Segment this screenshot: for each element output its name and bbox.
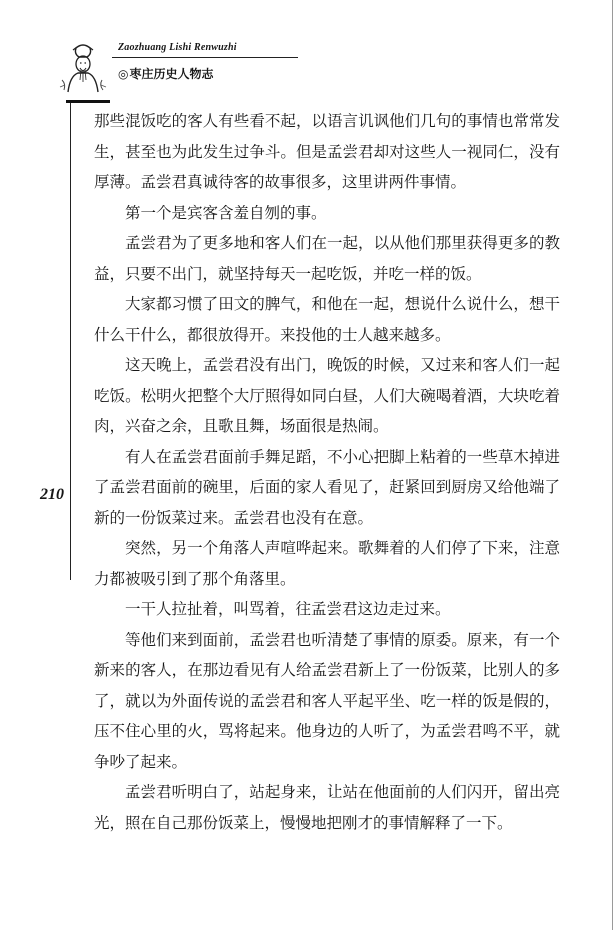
paragraph: 孟尝君听明白了，站起身来，让站在他面前的人们闪开，留出亮光，照在自己那份饭菜上，慢慢地把刚才的事情解释了一下。: [94, 783, 560, 832]
paragraph: 第一个是宾客含羞自刎的事。: [125, 203, 327, 222]
paragraph: 大家都习惯了田文的脾气，和他在一起，想说什么说什么，想干什么干什么，都很放得开。来投他的士人越来越多。: [94, 295, 560, 344]
paragraph: 孟尝君为了更多地和客人们在一起，以从他们那里获得更多的教益，只要不出门，就坚持每天一起吃饭，并吃一样的饭。: [94, 234, 560, 283]
header-bar: [66, 100, 110, 103]
series-title-chinese-text: 枣庄历史人物志: [129, 67, 214, 81]
paragraph: 有人在孟尝君面前手舞足蹈，不小心把脚上粘着的一些草木掉进了孟尝君面前的碗里，后面的家人看见了，赶紧回到厨房又给他端了新的一份饭菜过来。孟尝君也没有在意。: [94, 447, 560, 527]
paragraph: 等他们来到面前，孟尝君也听清楚了事情的原委。原来，有一个新来的客人，在那边看见有人给孟尝君新上了一份饭菜，比别人的多了，就以为外面传说的孟尝君和客人平起平坐、吃一样的饭是假的，压不住心里的火，骂将起来。他身边的人听了，为孟尝君鸣不平，就争吵了起来。: [94, 630, 560, 771]
paragraph: 这天晚上，孟尝君没有出门，晚饭的时候，又过来和客人们一起吃饭。松明火把整个大厅照得如同白昼，人们大碗喝着酒，大块吃着肉，兴奋之余，且歌且舞，场面很是热闹。: [94, 356, 560, 435]
page-number: 210: [40, 486, 64, 503]
paragraph: 一干人拉扯着，叫骂着，往孟尝君这边走过来。: [125, 600, 451, 618]
series-title-chinese: [118, 65, 214, 82]
bullseye-mark-icon: ◎: [118, 67, 129, 81]
margin-rule: [70, 103, 71, 580]
portrait-logo-icon: [56, 40, 110, 98]
header-rule: [112, 57, 298, 58]
paragraph: 突然，另一个角落人声喧哗起来。歌舞着的人们停了下来，注意力都被吸引到了那个角落里。: [94, 539, 560, 588]
series-title-english: Zaozhuang Lishi Renwuzhi: [118, 42, 237, 53]
paragraph: 那些混饭吃的客人有些看不起，以语言讥讽他们几句的事情也常常发生，甚至也为此发生过争斗。但是孟尝君却对这些人一视同仁，没有厚薄。孟尝君真诚待客的故事很多，这里讲两件事情。: [94, 112, 560, 191]
body-text: [94, 106, 560, 838]
